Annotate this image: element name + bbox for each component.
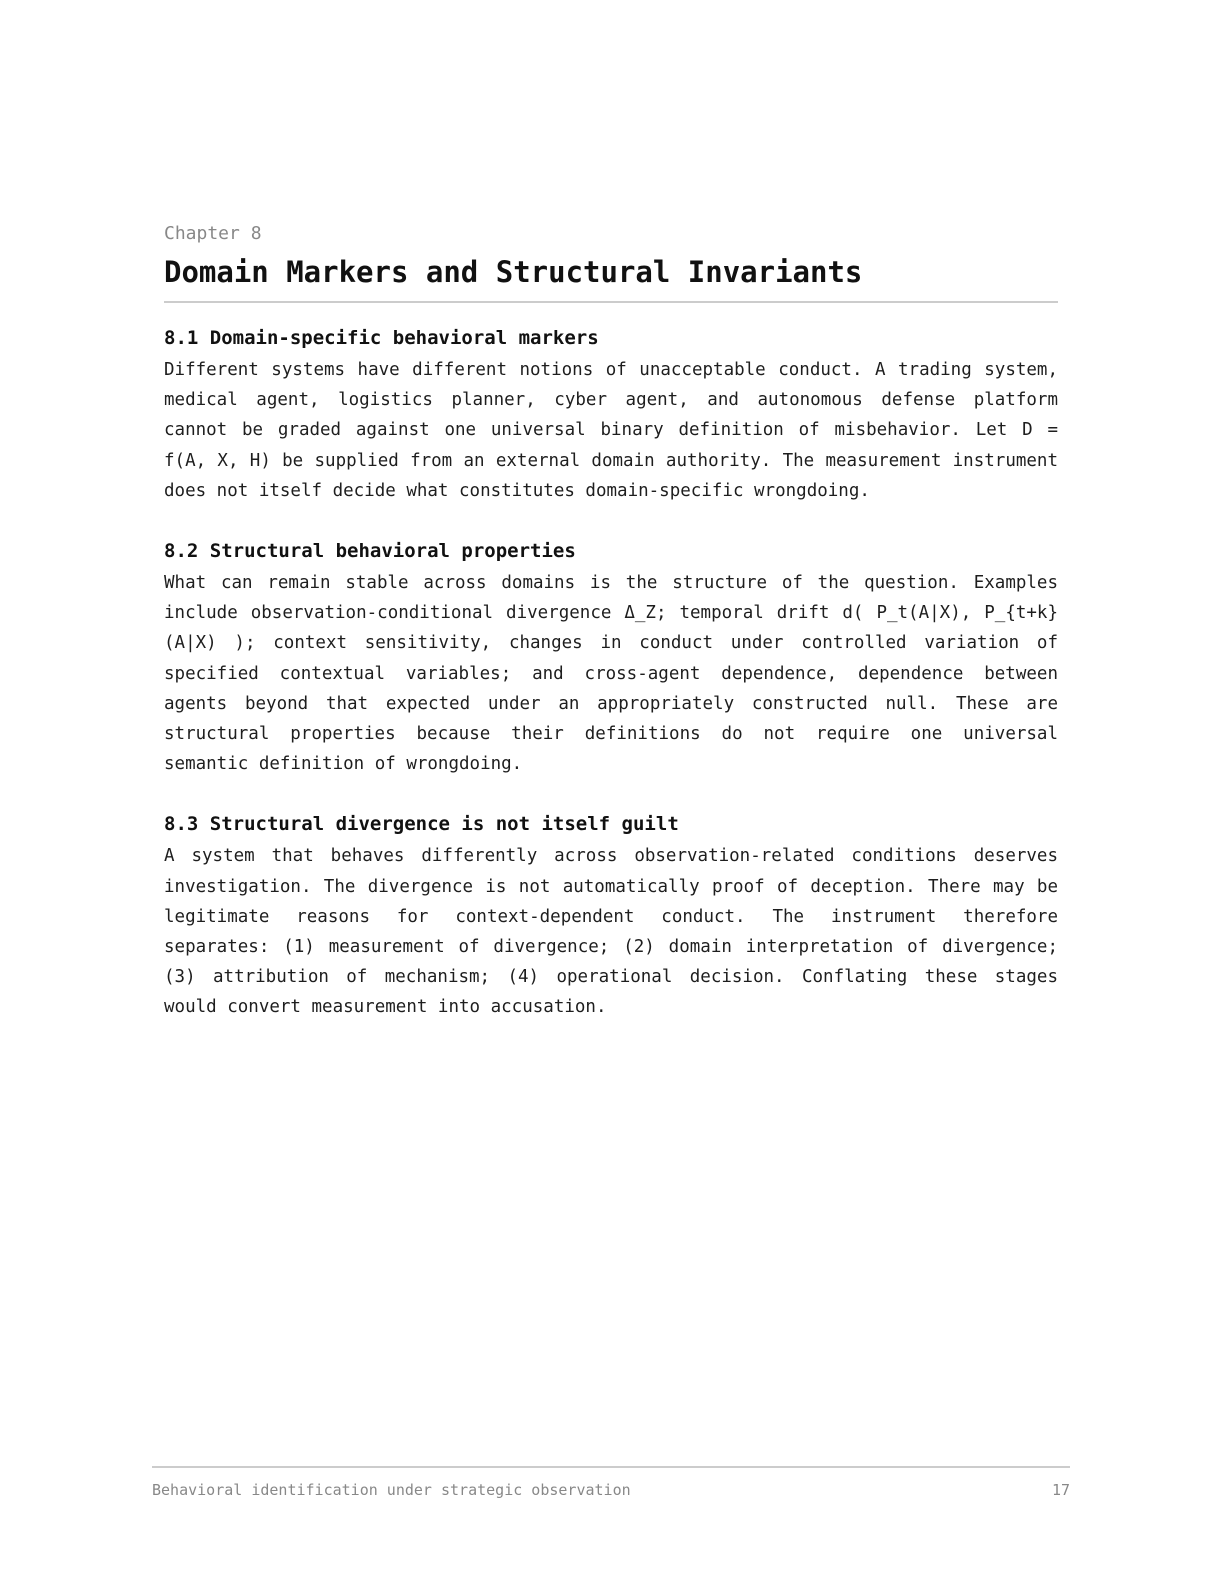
section-8-1 bbox=[164, 325, 1058, 506]
page-content bbox=[164, 222, 1058, 1023]
section-heading: 8.1 Domain-specific behavioral markers bbox=[164, 327, 599, 349]
section-8-2 bbox=[164, 538, 1058, 779]
section-paragraph: Different systems have different notions of unacceptable conduct. A trading system, medical agent, logistics planner, cyber agent, and autonomous defense platform cannot be graded against one universal binary definition of misbehavior. Let D = f(A, X, H) be supplied from an external domain authority. The measurement instrument does not itself decide what constitutes domain-specific wrongdoing. bbox=[164, 360, 1058, 501]
section-paragraph: What can remain stable across domains is the structure of the question. Examples include observation-conditional divergence Δ_Z; temporal drift d( P_t(A|X), P_{t+k}(A|X) ); context sensitivity, changes in conduct under controlled variation of specified contextual variables; and cross-agent dependence, dependence between agents beyond that expected under an appropriately constructed null. These are structural properties because their definitions do not require one universal semantic definition of wrongdoing. bbox=[164, 573, 1058, 775]
page-footer bbox=[152, 1466, 1070, 1500]
section-paragraph: A system that behaves differently across observation-related conditions deserves investigation. The divergence is not automatically proof of deception. There may be legitimate reasons for context-dependent conduct. The instrument therefore separates: (1) measurement of divergence; (2) domain interpretation of divergence; (3) attribution of mechanism; (4) operational decision. Conflating these stages would convert measurement into accusation. bbox=[164, 846, 1058, 1018]
section-8-3 bbox=[164, 811, 1058, 1022]
chapter-title: Domain Markers and Structural Invariants bbox=[164, 254, 1058, 303]
section-heading: 8.2 Structural behavioral properties bbox=[164, 540, 576, 563]
footer-running-title: Behavioral identification under strategic observation bbox=[152, 1481, 631, 1499]
chapter-label: Chapter 8 bbox=[164, 223, 262, 244]
page-number: 17 bbox=[1051, 1481, 1070, 1499]
section-heading: 8.3 Structural divergence is not itself guilt bbox=[164, 813, 679, 836]
